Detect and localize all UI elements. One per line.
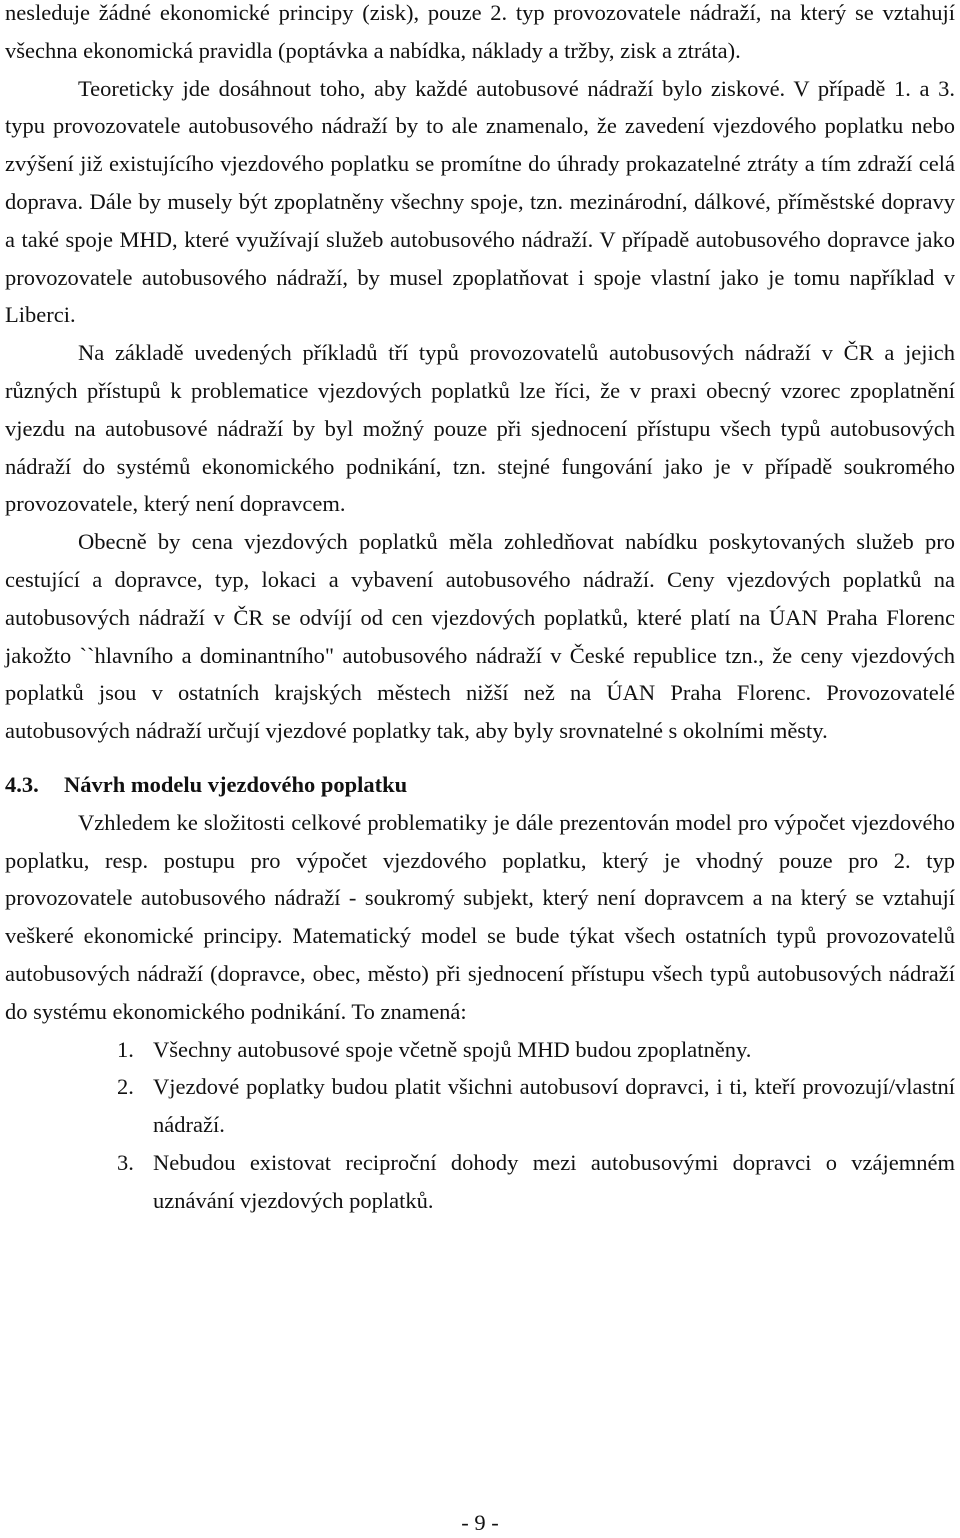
list-item-number: 3.: [117, 1149, 134, 1175]
list-item-text: Nebudou existovat reciproční dohody mezi autobusovými dopravci o vzájemném uznávání vjezdových poplatků.: [153, 1149, 955, 1213]
numbered-list: [5, 1031, 955, 1220]
paragraph-continuation: nesleduje žádné ekonomické principy (zisk), pouze 2. typ provozovatele nádraží, na který se vztahují všechna ekonomická pravidla (poptávka a nabídka, náklady a tržby, zisk a ztráta).: [5, 0, 955, 63]
list-item-text: Vjezdové poplatky budou platit všichni autobusoví dopravci, i ti, kteří provozují/vlastní nádraží.: [153, 1074, 955, 1138]
section-number: 4.3.: [5, 771, 39, 797]
paragraph-model-intro: Vzhledem ke složitosti celkové problematiky je dále prezentován model pro výpočet vjezdového poplatku, resp. postupu pro výpočet vjezdového poplatku, který je vhodný pouze pro 2. typ provozovatele autobusového nádraží - soukromý subjekt, který není dopravcem a na který se vztahují veškeré ekonomické principy. Matematický model se bude týkat všech ostatních typů provozovatelů autobusových nádraží (dopravce, obec, město) při sjednocení přístupu všech typů autobusových nádraží do systému ekonomického podnikání. To znamená:: [5, 809, 955, 1024]
document-page: [5, 0, 955, 1220]
list-item: [5, 1031, 955, 1069]
list-item-number: 1.: [117, 1036, 134, 1062]
paragraph-fee-pricing: Obecně by cena vjezdových poplatků měla zohledňovat nabídku poskytovaných služeb pro cestující a dopravce, typ, lokaci a vybavení autobusového nádraží. Ceny vjezdových poplatků na autobusových nádraží v ČR se odvíjí od cen vjezdových poplatků, které platí na ÚAN Praha Florenc jakožto ``hlavního a dominantního" autobusového nádraží v České republice tzn., že ceny vjezdových poplatků jsou v ostatních krajských městech nižší než na ÚAN Praha Florenc. Provozovatelé autobusových nádraží určují vjezdové poplatky tak, aby byly srovnatelné s okolními městy.: [5, 529, 955, 744]
page-number: - 9 -: [461, 1510, 499, 1535]
paragraph-operator-types: Na základě uvedených příkladů tří typů provozovatelů autobusových nádraží v ČR a jejich různých přístupů k problematice vjezdových poplatků lze říci, že v praxi obecný vzorec zpoplatnění vjezdu na autobusové nádraží by byl možný pouze při sjednocení přístupu všech typů autobusových nádraží do systémů ekonomického podnikání, tzn. stejné fungování jako je v případě soukromého provozovatele, který není dopravcem.: [5, 340, 955, 517]
section-heading: [5, 766, 955, 804]
list-item-text: Všechny autobusové spoje včetně spojů MHD budou zpoplatněny.: [153, 1036, 752, 1062]
list-item: [5, 1068, 955, 1144]
list-item-number: 2.: [117, 1074, 134, 1100]
paragraph-profitability: Teoreticky jde dosáhnout toho, aby každé autobusové nádraží bylo ziskové. V případě 1. a 3. typu provozovatele autobusového nádraží by to ale znamenalo, že zavedení vjezdového poplatku nebo zvýšení již existujícího vjezdového poplatku se promítne do úhrady prokazatelné ztráty a tím zdraží celá doprava. Dále by musely být zpoplatněny všechny spoje, tzn. mezinárodní, dálkové, příměstské dopravy a také spoje MHD, které využívají služeb autobusového nádraží. V případě autobusového dopravce jako provozovatele autobusového nádraží, by musel zpoplatňovat i spoje vlastní jako je tomu například v Liberci.: [5, 75, 955, 328]
list-item: [5, 1144, 955, 1220]
section-title: Návrh modelu vjezdového poplatku: [64, 771, 408, 797]
